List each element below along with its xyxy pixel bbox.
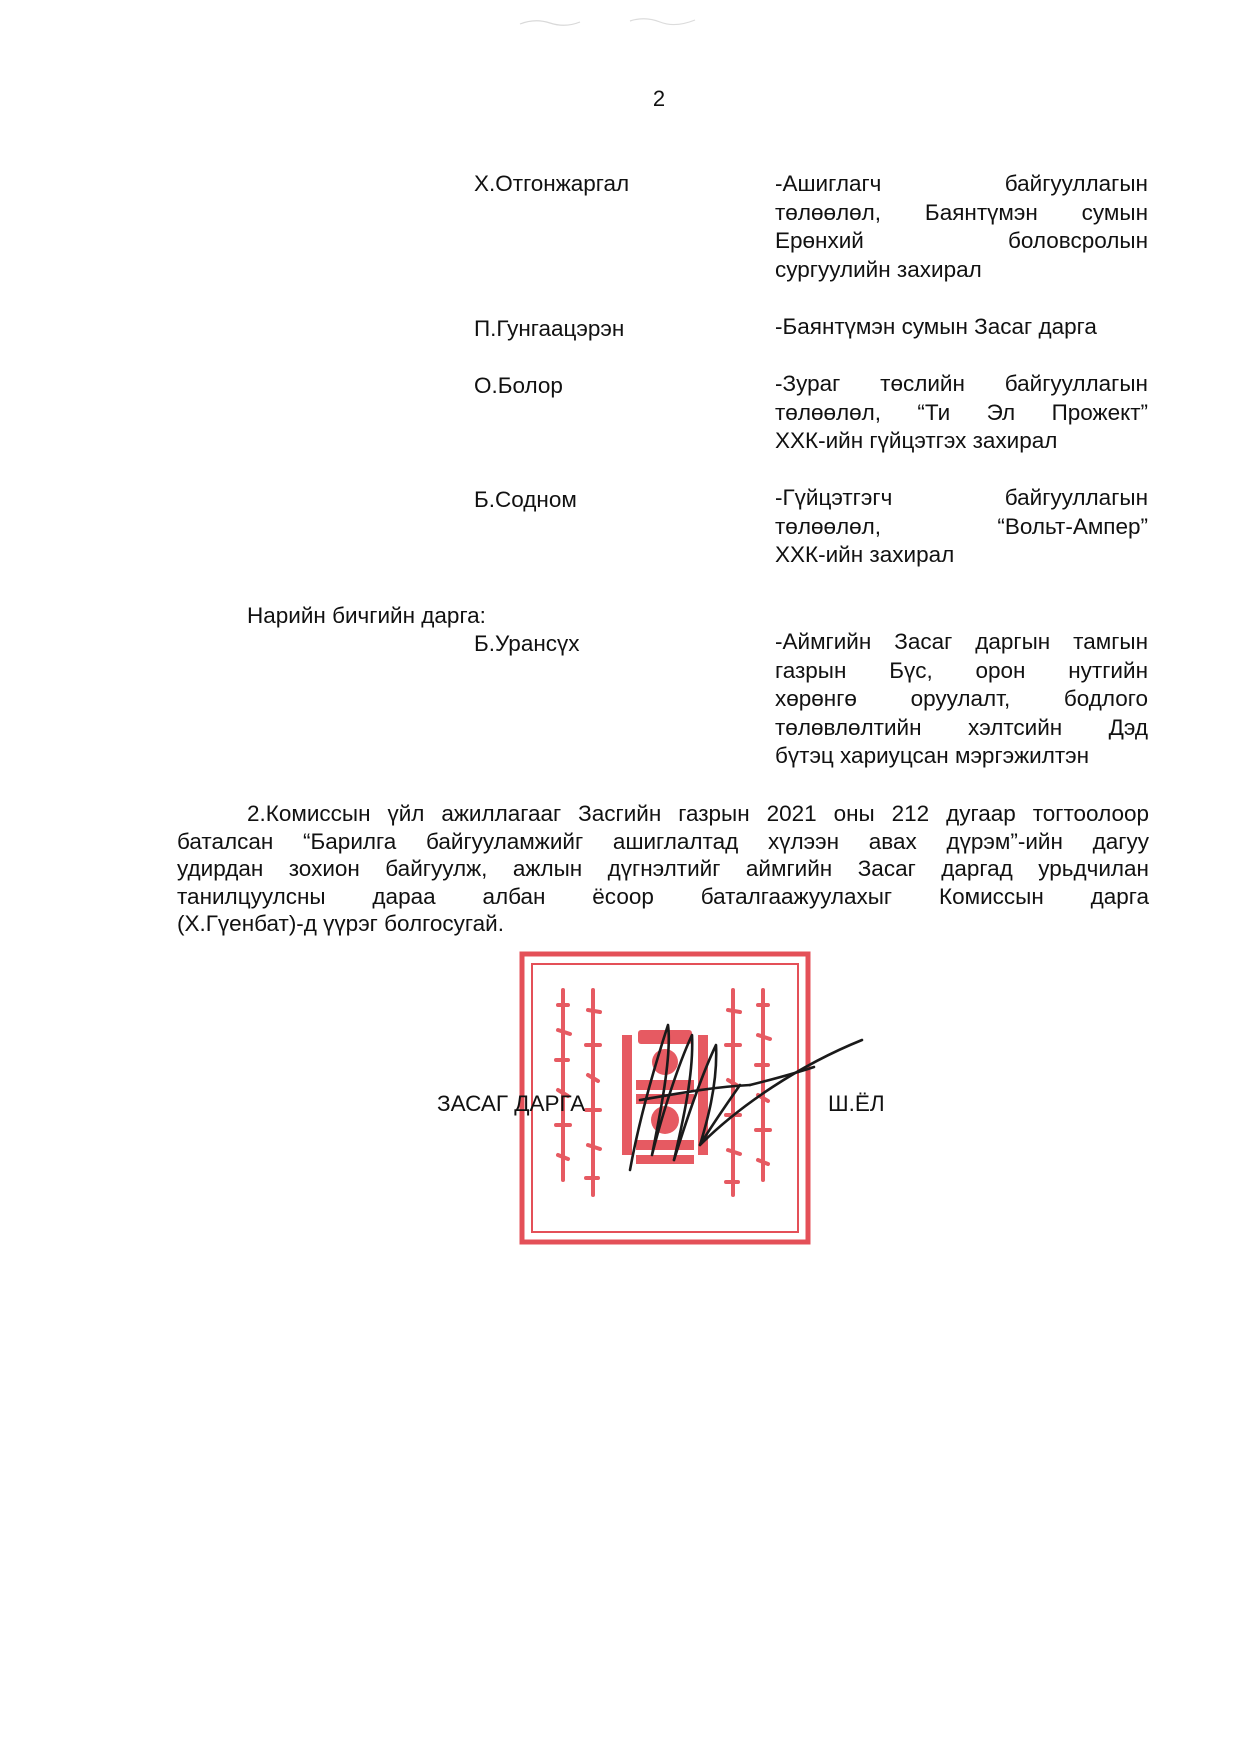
role-line: -Аймгийн Засаг даргын тамгын (775, 629, 1148, 654)
role-line: төлөвлөлтийн хэлтсийн Дэд (775, 714, 1148, 740)
role-line: -Баянтүмэн сумын Засаг дарга (775, 314, 1097, 339)
member-role-4 (775, 484, 1148, 570)
paragraph-line: 2.Комиссын үйл ажиллагааг Засгийн газрын 2021 оны 212 дугаар тогтоолоор (247, 801, 1149, 826)
role-line: хөрөнгө оруулалт, бодлого (775, 686, 1148, 711)
member-name-3: О.Болор (474, 373, 563, 398)
role-line: -Гүйцэтгэгч байгууллагын (775, 485, 1148, 510)
member-name-1: Х.Отгонжаргал (474, 171, 630, 196)
member-name-2: П.Гунгаацэрэн (474, 316, 625, 341)
scan-artifact (510, 12, 730, 32)
signatory-title: ЗАСАГ ДАРГА (437, 1091, 586, 1116)
role-line: -Зураг төслийн байгууллагын (775, 371, 1148, 396)
member-name-4: Б.Содном (474, 487, 577, 512)
member-role-2 (775, 313, 1148, 342)
role-line: газрын Бүс, орон нутгийн (775, 657, 1148, 683)
secretary-role (775, 628, 1148, 771)
member-role-1 (775, 170, 1148, 284)
resolution-paragraph (177, 800, 1149, 938)
role-line: төлөөлөл, “Ти Эл Прожект” (775, 399, 1148, 425)
page-number: 2 (652, 86, 666, 111)
secretary-name: Б.Урансүх (474, 631, 580, 656)
paragraph-line: танилцуулсны дараа албан ёсоор баталгаажуулахыг Комиссын дарга (177, 883, 1149, 909)
paragraph-line: баталсан “Барилга байгууламжийг ашиглалтад хүлээн авах дүрэм”-ийн дагуу (177, 828, 1149, 854)
member-role-3 (775, 370, 1148, 456)
role-line: ХХК-ийн захирал (775, 542, 955, 567)
role-line: -Ашиглагч байгууллагын (775, 171, 1148, 196)
role-line: ХХК-ийн гүйцэтгэх захирал (775, 428, 1058, 453)
role-line: төлөөлөл, Баянтүмэн сумын (775, 199, 1148, 225)
role-line: бүтэц хариуцсан мэргэжилтэн (775, 743, 1090, 768)
role-line: Ерөнхий боловсролын (775, 228, 1148, 253)
signatory-name: Ш.ЁЛ (828, 1091, 885, 1116)
secretary-label: Нарийн бичгийн дарга: (247, 603, 486, 628)
role-line: сургуулийн захирал (775, 256, 982, 282)
paragraph-line: (Х.Гүенбат)-д үүрэг болгосугай. (177, 911, 504, 936)
role-line: төлөөлөл, “Вольт-Ампер” (775, 513, 1148, 539)
handwritten-signature (600, 995, 870, 1195)
paragraph-line: удирдан зохион байгуулж, ажлын дүгнэлтийг аймгийн Засаг даргад урьдчилан (177, 856, 1149, 881)
